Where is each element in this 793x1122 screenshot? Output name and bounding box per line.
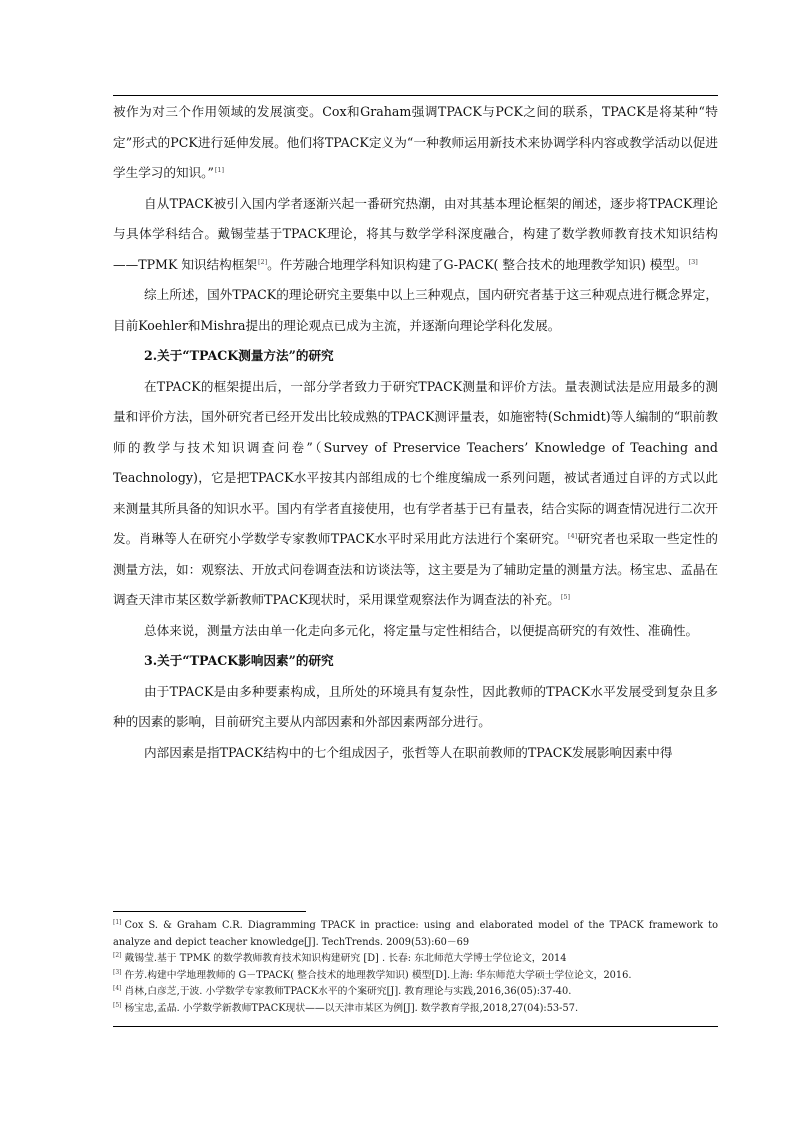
paragraph-7-text: 内部因素是指TPACK结构中的七个组成因子，张哲等人在职前教师的TPACK发展影响因素中得 — [144, 744, 673, 760]
section-heading-2: 2.关于“TPACK测量方法”的研究 — [144, 348, 334, 363]
footnote-5 — [113, 1001, 718, 1018]
section-heading-3: 3.关于“TPACK影响因素”的研究 — [144, 653, 334, 668]
footnote-1 — [113, 918, 718, 951]
footnote-text-1: Cox S. & Graham C.R. Diagramming TPACK in practice: using and elaborated model of the TPACK framework to analyze and depict teacher knowledge[J]. TechTrends. 2009(53):60－69 — [113, 920, 718, 948]
paragraph-4-text-a: 在TPACK的框架提出后，一部分学者致力于研究TPACK测量和评价方法。量表测试法是应用最多的测量和评价方法，国外研究者已经开发出比较成熟的TPACK测评量表，如施密特(Schmidt)等人编制的“职前教师的教学与技术知识调查问卷”（Survey of Preservice Teachers’ Knowledge of Teaching and Teachnology)，它是把TPACK水平按其内部组成的七个维度编成一系列问题，被试者通过自评的方式以此来测量其所具备的知识水平。国内有学者直接使用，也有学者基于已有量表，结合实际的调查情况进行二次开发。肖琳等人在研究小学数学专家教师TPACK水平时采用此方法进行个案研究。 — [113, 378, 718, 546]
paragraph-2 — [113, 189, 718, 281]
paragraph-7 — [113, 738, 718, 769]
paragraph-1-text: 被作为对三个作用领域的发展演变。Cox和Graham强调TPACK与PCK之间的联系，TPACK是将某种“特定”形式的PCK进行延伸发展。他们将TPACK定义为“一种教师运用新技术来协调学科内容或教学活动以促进学生学习的知识。” — [113, 104, 718, 180]
paragraph-6-text: 由于TPACK是由多种要素构成，且所处的环境具有复杂性，因此教师的TPACK水平发展受到复杂且多种的因素的影响，目前研究主要从内部因素和外部因素两部分进行。 — [113, 683, 718, 729]
footnote-2 — [113, 951, 718, 968]
paragraph-6 — [113, 677, 718, 738]
footnote-3 — [113, 968, 718, 985]
paragraph-2-text-b: 。仵芳融合地理学科知识构建了G-PACK( 整合技术的地理教学知识) 模型。 — [267, 256, 688, 272]
paragraph-5 — [113, 616, 718, 647]
paragraph-3 — [113, 280, 718, 341]
header-rule — [113, 95, 718, 96]
body-text — [113, 97, 718, 768]
footnote-mark-4: [4] — [113, 985, 122, 992]
footnote-4 — [113, 984, 718, 1001]
footnote-mark-5: [5] — [113, 1001, 122, 1009]
paragraph-4-text-b: 研究者也采取一些定性的测量方法，如：观察法、开放式问卷调查法和访谈法等，这主要是为了辅助定量的测量方法。杨宝忠、孟晶在调查天津市某区数学新教师TPACK现状时，采用课堂观察法作为调查法的补充。 — [113, 531, 719, 607]
paragraph-4 — [113, 372, 718, 616]
footnote-text-5: 杨宝忠,孟晶. 小学数学新教师TPACK现状——以天津市某区为例[J]. 数学教育学报,2018,27(04):53-57. — [124, 1002, 579, 1014]
footnote-text-2: 戴锡莹.基于 TPMK 的数学教师教育技术知识构建研究 [D] . 长春: 东北师范大学博士学位论文，2014 — [124, 953, 567, 964]
citation-ref-4: [4] — [567, 532, 578, 540]
paragraph-2-text-a: 自从TPACK被引入国内学者逐渐兴起一番研究热潮，由对其基本理论框架的阐述，逐步将TPACK理论与具体学科结合。戴锡莹基于TPACK理论，将其与数学学科深度融合，构建了数学教师教育技术知识结构——TPMK 知识结构框架 — [113, 195, 718, 272]
footnote-mark-2: [2] — [113, 952, 122, 959]
footnote-text-3: 仵芳.构建中学地理教师的 G－TPACK( 整合技术的地理教学知识) 模型[D].上海: 华东师范大学硕士学位论文，2016. — [124, 969, 632, 981]
footnote-mark-3: [3] — [113, 968, 122, 976]
citation-ref-1: [1] — [214, 166, 225, 174]
citation-ref-5: [5] — [560, 593, 571, 601]
footer-rule — [113, 1026, 718, 1027]
citation-ref-3: [3] — [688, 257, 698, 266]
citation-ref-2: [2] — [257, 257, 268, 266]
paragraph-1 — [113, 97, 718, 189]
paragraph-5-text: 总体来说，测量方法由单一化走向多元化，将定量与定性相结合，以便提高研究的有效性、准确性。 — [144, 622, 699, 638]
footnotes — [113, 918, 718, 1017]
footnote-text-4: 肖林,白彦芝,于波. 小学数学专家教师TPACK水平的个案研究[J]. 教育理论与实践,2016,36(05):37-40. — [124, 986, 572, 997]
paragraph-3-text: 综上所述，国外TPACK的理论研究主要集中以上三种观点，国内研究者基于这三种观点进行概念界定，目前Koehler和Mishra提出的理论观点已成为主流，并逐渐向理论学科化发展。 — [113, 287, 718, 333]
footnote-mark-1: [1] — [113, 919, 122, 926]
footnote-separator — [113, 911, 306, 912]
